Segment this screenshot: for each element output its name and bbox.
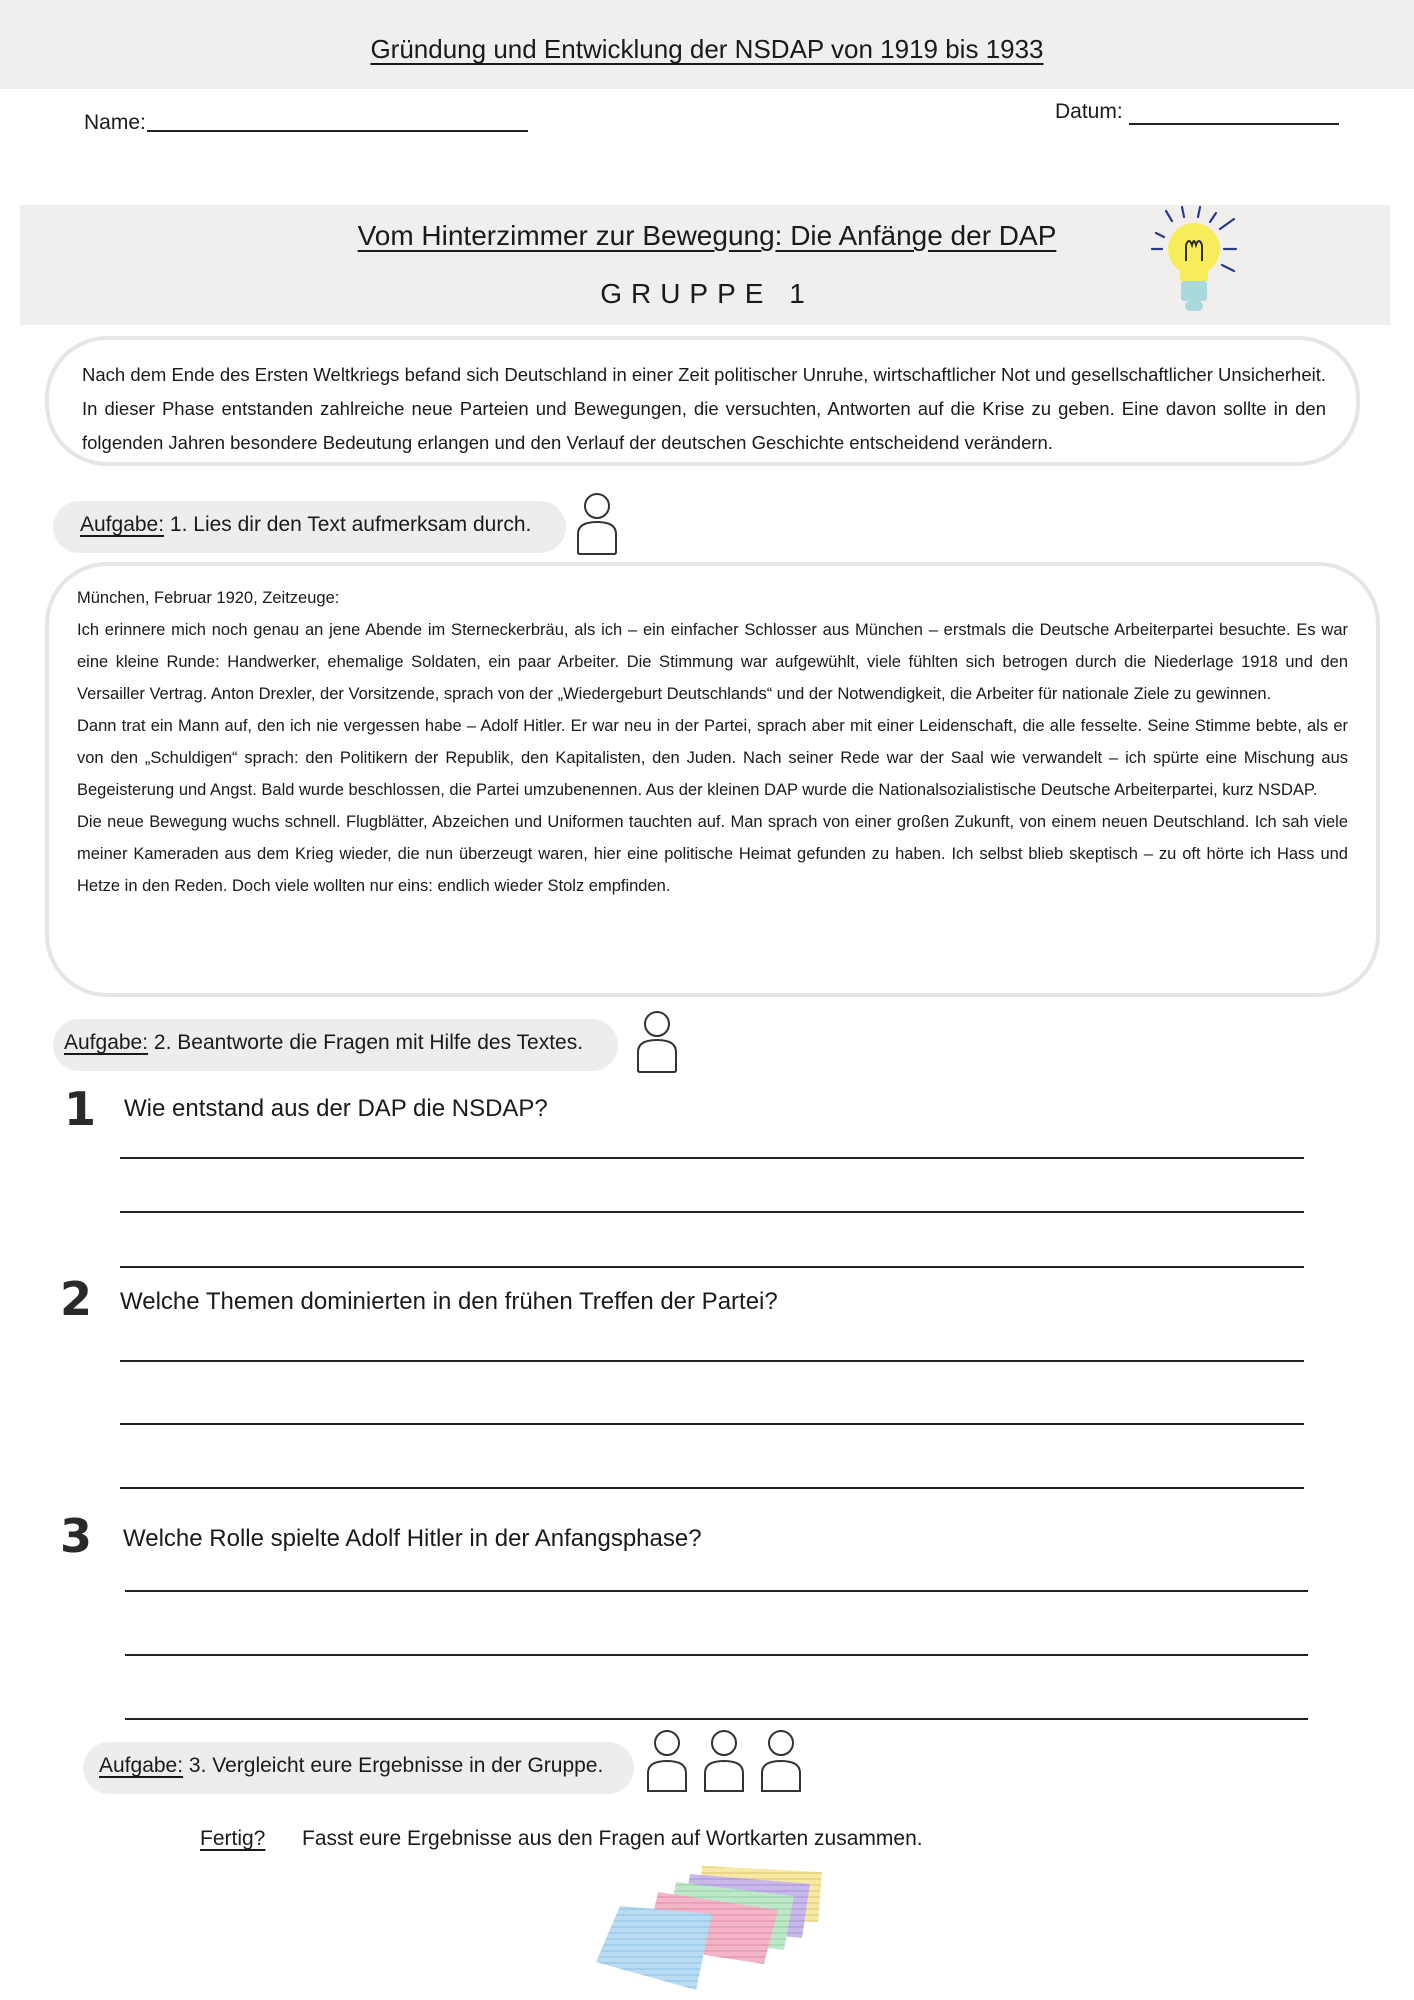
- task2-text: 2. Beantworte die Fragen mit Hilfe des Textes.: [148, 1031, 584, 1054]
- task2-label: Aufgabe:: [64, 1031, 149, 1054]
- source-box: [45, 562, 1380, 997]
- task3-text: 3. Vergleicht eure Ergebnisse in der Gruppe.: [183, 1754, 604, 1777]
- source-paragraph: Ich erinnere mich noch genau an jene Abende im Sterneckerbräu, als ich – ein einfacher Schlosser aus München – erstmals die Deutsche Arbeiterpartei besuchte. Es war eine kleine Runde: Handwerker, ehemalige Soldaten, ein paar Arbeiter. Die Stimmung war aufgewühlt, viele fühlten sich betrogen durch die Niederlage 1918 und den Versailler Vertrag. Anton Drexler, der Vorsitzende, sprach von der „Wiedergeburt Deutschlands“ und der Notwendigkeit, die Arbeiter für nationale Ziele zu gewinnen.: [77, 621, 1348, 703]
- task1-label: Aufgabe:: [80, 513, 165, 536]
- answer-line[interactable]: [125, 1590, 1308, 1592]
- group-icon: [644, 1729, 806, 1795]
- answer-line[interactable]: [125, 1654, 1308, 1656]
- finish-label: Fertig?: [200, 1827, 266, 1850]
- question-text: Welche Themen dominierten in den frühen Treffen der Partei?: [120, 1288, 778, 1315]
- person-icon: [634, 1010, 680, 1074]
- source-paragraph: Die neue Bewegung wuchs schnell. Flugblätter, Abzeichen und Uniformen tauchten auf. Man sprach von einer großen Zukunft, von einem neuen Deutschland. Ich sah viele meiner Kameraden aus dem Krieg wieder, die nun überzeugt waren, hier eine politische Heimat gefunden zu haben. Ich selbst blieb skeptisch – zu oft hörte ich Hass und Hetze in den Reden. Doch viele wollten nur eins: endlich wieder Stolz empfinden.: [77, 813, 1348, 895]
- person-icon: [574, 492, 620, 556]
- source-paragraph: Dann trat ein Mann auf, den ich nie vergessen habe – Adolf Hitler. Er war neu in der Partei, sprach aber mit einer Leidenschaft, die alle fesselte. Seine Stimme bebte, als er von den „Schuldigen“ sprach: den Politikern der Republik, den Kapitalisten, den Juden. Nach seiner Rede war der Saal wie verwandelt – ich spürte eine Mischung aus Begeisterung und Angst. Bald wurde beschlossen, die Partei umzubenennen. Aus der kleinen DAP wurde die Nationalsozialistische Deutsche Arbeiterpartei, kurz NSDAP.: [77, 717, 1348, 799]
- answer-line[interactable]: [120, 1487, 1304, 1489]
- question-number: 1: [64, 1082, 97, 1136]
- answer-line[interactable]: [120, 1360, 1304, 1362]
- task3-label: Aufgabe:: [99, 1754, 184, 1777]
- answer-line[interactable]: [120, 1423, 1304, 1425]
- task1-pill: [53, 501, 566, 553]
- source-text: [77, 582, 1348, 902]
- page-title: Gründung und Entwicklung der NSDAP von 1919 bis 1933: [370, 34, 1044, 64]
- intro-text: Nach dem Ende des Ersten Weltkriegs befand sich Deutschland in einer Zeit politischer Unruhe, wirtschaftlicher Not und gesellschaftlicher Unsicherheit. In dieser Phase entstanden zahlreiche neue Parteien und Bewegungen, die versuchten, Antworten auf die Krise zu geben. Eine davon sollte in den folgenden Jahren besondere Bedeutung erlangen und den Verlauf der deutschen Geschichte entscheidend verändern.: [82, 364, 1326, 453]
- date-label: Datum:: [1055, 100, 1123, 123]
- finish-text: Fasst eure Ergebnisse aus den Fragen auf Wortkarten zusammen.: [302, 1827, 923, 1850]
- answer-line[interactable]: [120, 1266, 1304, 1268]
- intro-box: [45, 336, 1360, 466]
- answer-line[interactable]: [125, 1718, 1308, 1720]
- name-field[interactable]: [147, 130, 528, 132]
- question-number: 3: [60, 1509, 93, 1563]
- source-heading: München, Februar 1920, Zeitzeuge:: [77, 589, 340, 607]
- task2-pill: [53, 1019, 618, 1071]
- lightbulb-icon: [1148, 205, 1244, 319]
- task1-text: 1. Lies dir den Text aufmerksam durch.: [164, 513, 532, 536]
- group-title: GRUPPE 1: [600, 278, 814, 309]
- task3-pill: [83, 1742, 634, 1794]
- question-number: 2: [60, 1272, 93, 1326]
- answer-line[interactable]: [120, 1211, 1304, 1213]
- answer-line[interactable]: [120, 1157, 1304, 1159]
- question-text: Welche Rolle spielte Adolf Hitler in der Anfangsphase?: [123, 1525, 702, 1552]
- section-title: Vom Hinterzimmer zur Bewegung: Die Anfänge der DAP: [357, 220, 1057, 251]
- name-label: Name:: [84, 111, 146, 134]
- question-text: Wie entstand aus der DAP die NSDAP?: [124, 1095, 548, 1122]
- index-cards-icon: [592, 1862, 832, 1994]
- date-field[interactable]: [1129, 123, 1339, 125]
